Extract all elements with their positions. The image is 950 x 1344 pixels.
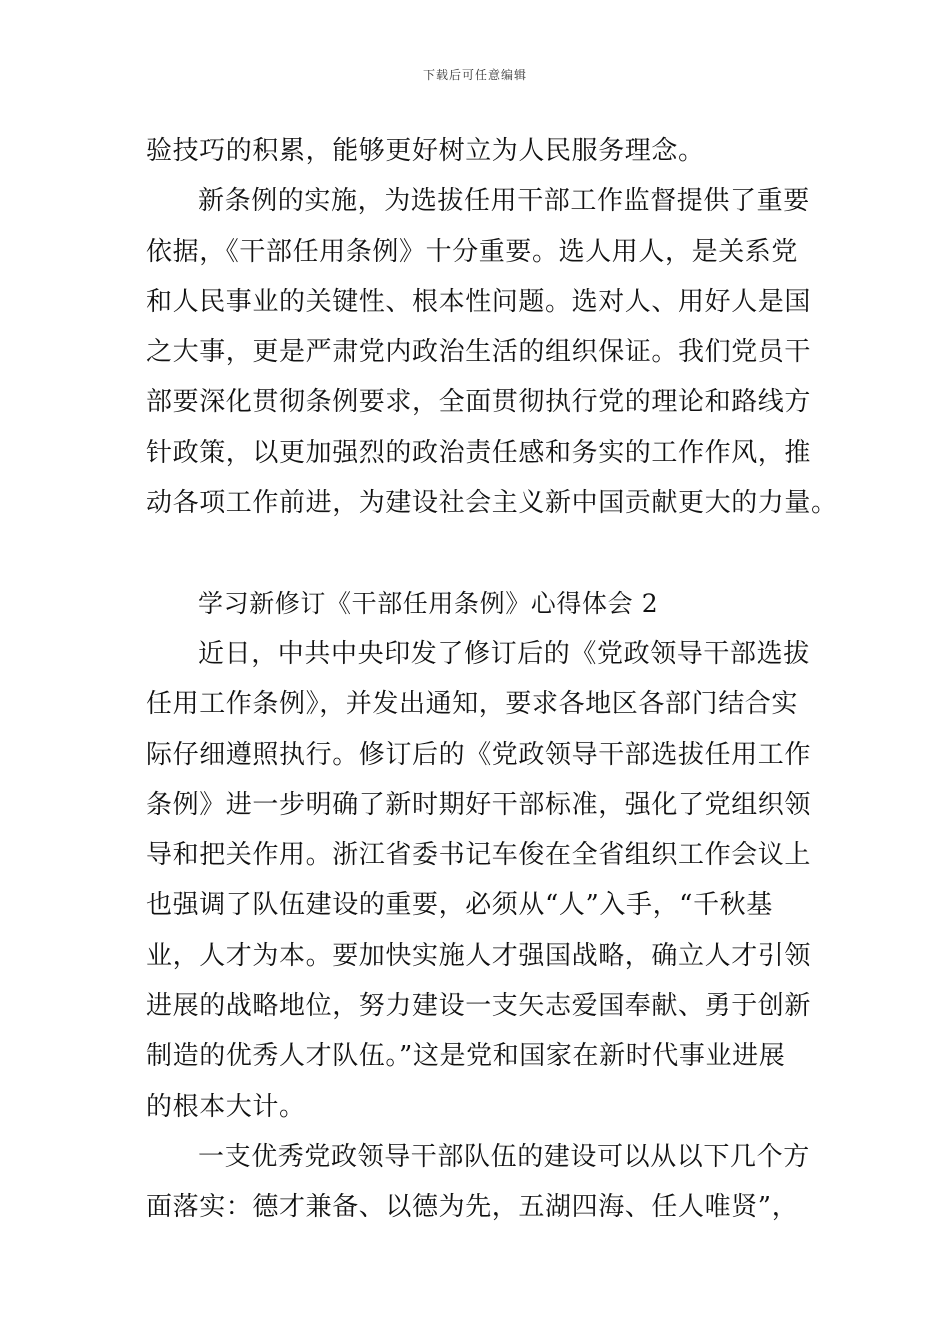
- section-heading: 学习新修订《干部任用条例》心得体会 2: [198, 588, 659, 618]
- text-line: 新条例的实施，为选拔任用干部工作监督提供了重要: [198, 186, 810, 217]
- text-line: 针政策，以更加强烈的政治责任感和务实的工作作风，推: [146, 437, 812, 468]
- text-line: 制造的优秀人才队伍。”这是党和国家在新时代事业进展: [146, 1041, 786, 1072]
- text-line: 际仔细遵照执行。修订后的《党政领导干部选拔任用工作: [146, 739, 812, 770]
- text-line: 之大事，更是严肃党内政治生活的组织保证。我们党员干: [146, 337, 812, 368]
- text-line: 一支优秀党政领导干部队伍的建设可以从以下几个方: [198, 1141, 810, 1172]
- document-body: [146, 126, 838, 1233]
- text-line: 动各项工作前进，为建设社会主义新中国贡献更大的力量。: [146, 488, 838, 519]
- blank-line: [146, 528, 810, 578]
- text-line: 也强调了队伍建设的重要，必须从“人”入手，“千秋基: [146, 890, 773, 921]
- paragraph-3: [146, 629, 810, 1132]
- paragraph-2: [146, 176, 838, 528]
- text-line: 导和把关作用。浙江省委书记车俊在全省组织工作会议上: [146, 840, 812, 871]
- text-line: 和人民事业的关键性、根本性问题。选对人、用好人是国: [146, 286, 812, 317]
- text-line: 面落实：德才兼备、以德为先，五湖四海、任人唯贤”，: [146, 1192, 799, 1223]
- text-line: 的根本大计。: [146, 1091, 306, 1122]
- text-line: 依据，《干部任用条例》十分重要。选人用人，是关系党: [146, 236, 799, 267]
- text-line: 近日，中共中央印发了修订后的《党政领导干部选拔: [198, 638, 810, 669]
- paragraph-1: [146, 126, 810, 176]
- paragraph-4: [146, 1132, 810, 1233]
- text-line: 业，人才为本。要加快实施人才强国战略，确立人才引领: [146, 940, 812, 971]
- text-line: 任用工作条例》，并发出通知，要求各地区各部门结合实: [146, 689, 799, 720]
- text-line: 进展的战略地位，努力建设一支矢志爱国奉献、勇于创新: [146, 991, 812, 1022]
- page-header: 下载后可任意编辑: [422, 68, 527, 82]
- text-line: 验技巧的积累，能够更好树立为人民服务理念。: [146, 136, 705, 166]
- text-line: 条例》进一步明确了新时期好干部标准，强化了党组织领: [146, 789, 812, 820]
- text-line: 部要深化贯彻条例要求，全面贯彻执行党的理论和路线方: [146, 387, 812, 418]
